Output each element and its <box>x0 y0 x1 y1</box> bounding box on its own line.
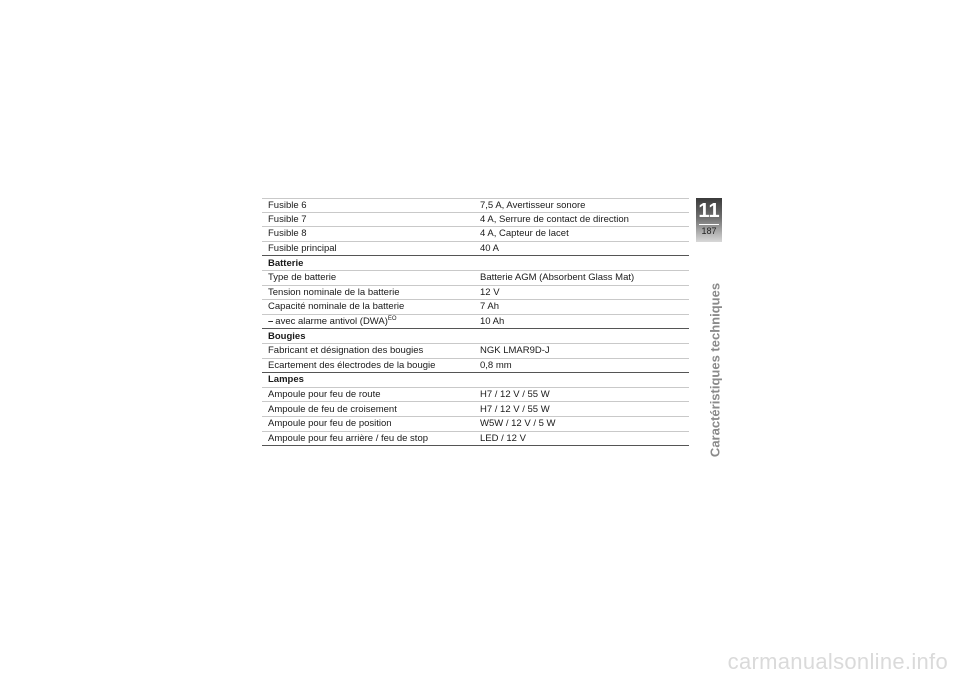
row-value: 12 V <box>480 286 500 298</box>
row-value: Batterie AGM (Absorbent Glass Mat) <box>480 272 635 284</box>
row-value: LED / 12 V <box>480 432 526 444</box>
table-row <box>262 271 689 286</box>
row-value: H7 / 12 V / 55 W <box>480 403 550 415</box>
chapter-tab <box>696 198 722 242</box>
page-number: 187 <box>701 226 717 236</box>
table-row <box>262 286 689 301</box>
table-row <box>262 388 689 403</box>
chapter-number: 11 <box>698 200 720 222</box>
section-heading-battery: Batterie <box>262 256 689 271</box>
row-value: 7 Ah <box>480 301 500 313</box>
table-row <box>262 344 689 359</box>
row-label: Ampoule de feu de croisement <box>268 403 397 415</box>
row-value: NGK LMAR9D-J <box>480 345 550 357</box>
row-label: Fusible 8 <box>268 228 307 240</box>
table-row <box>262 417 689 432</box>
alarm-label: avec alarme antivol (DWA) <box>275 316 388 328</box>
row-value: 4 A, Serrure de contact de direction <box>480 213 629 225</box>
chapter-title: Caractéristiques techniques <box>707 282 723 458</box>
row-label: Type de batterie <box>268 272 337 284</box>
row-value: 10 Ah <box>480 316 505 328</box>
row-value: 7,5 A, Avertisseur sonore <box>480 199 586 211</box>
dash-marker: – <box>268 316 274 328</box>
table-row <box>262 315 689 330</box>
row-value: H7 / 12 V / 55 W <box>480 389 550 401</box>
row-label: Tension nominale de la batterie <box>268 286 400 298</box>
table-row <box>262 359 689 374</box>
row-label: Ampoule pour feu de route <box>268 389 381 401</box>
table-row <box>262 198 689 213</box>
row-label: Ampoule pour feu de position <box>268 418 392 430</box>
table-row <box>262 242 689 257</box>
row-label: Fusible 6 <box>268 199 307 211</box>
row-label: Ecartement des électrodes de la bougie <box>268 359 436 371</box>
table-row <box>262 227 689 242</box>
section-heading-lamps: Lampes <box>262 373 689 388</box>
row-label <box>262 316 474 327</box>
row-value: 4 A, Capteur de lacet <box>480 228 569 240</box>
spec-table <box>262 198 689 446</box>
table-row <box>262 213 689 228</box>
row-label: Ampoule pour feu arrière / feu de stop <box>268 432 429 444</box>
row-value: 0,8 mm <box>480 359 512 371</box>
row-label: Capacité nominale de la batterie <box>268 301 405 313</box>
row-value: W5W / 12 V / 5 W <box>480 418 556 430</box>
section-heading-plugs: Bougies <box>262 329 689 344</box>
row-label: Fabricant et désignation des bougies <box>268 345 424 357</box>
row-label: Fusible 7 <box>268 213 307 225</box>
option-superscript: EO <box>387 316 397 323</box>
table-row <box>262 402 689 417</box>
watermark: carmanualsonline.info <box>727 649 948 674</box>
row-label: Fusible principal <box>268 243 337 255</box>
table-row <box>262 300 689 315</box>
table-row <box>262 432 689 447</box>
row-value: 40 A <box>480 243 500 255</box>
chapter-divider <box>699 224 719 225</box>
